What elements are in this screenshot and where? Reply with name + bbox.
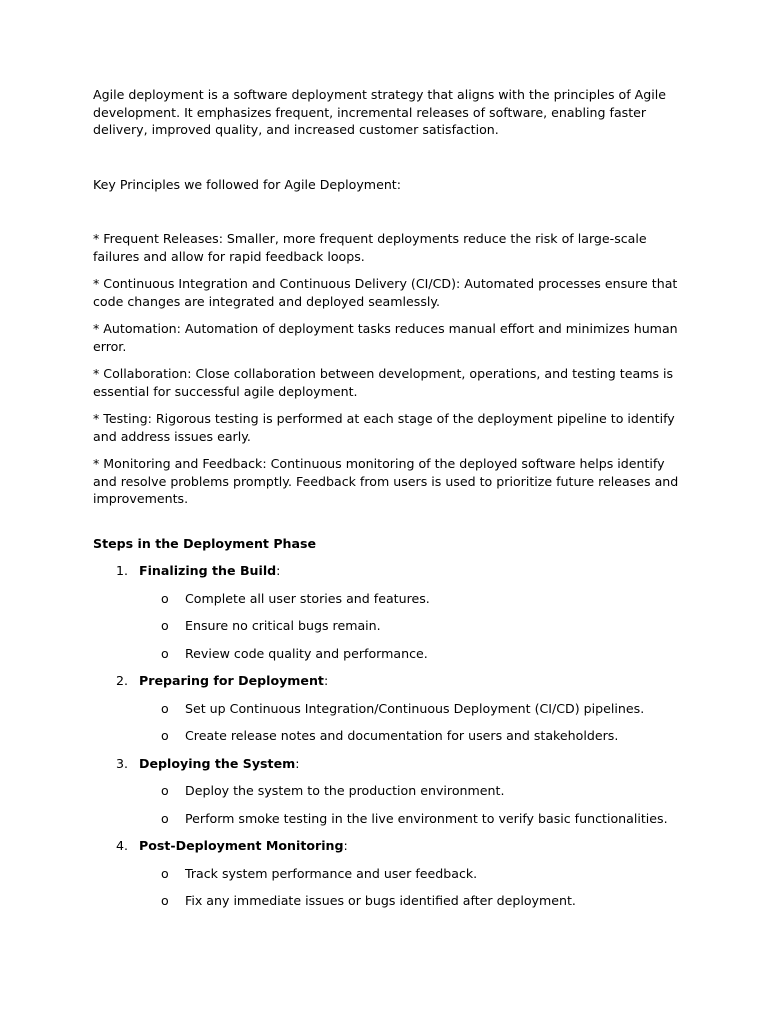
- step-number: 2.: [116, 673, 129, 688]
- substep-text: Set up Continuous Integration/Continuous Deployment (CI/CD) pipelines.: [185, 700, 645, 716]
- bullet-marker: o: [161, 783, 169, 798]
- step-title: Preparing for Deployment: [139, 673, 324, 688]
- step-title-suffix: :: [276, 563, 281, 578]
- substep-item: [139, 645, 683, 663]
- substep-text: Ensure no critical bugs remain.: [185, 618, 381, 633]
- substep-text: Complete all user stories and features.: [185, 590, 430, 606]
- principle-item: * Collaboration: Close collaboration between development, operations, and testing teams is essential for successful agile deployment.: [93, 366, 674, 399]
- substeps-list: [139, 782, 683, 827]
- bullet-marker: o: [161, 618, 169, 633]
- principle-item: * Automation: Automation of deployment tasks reduces manual effort and minimizes human error.: [93, 321, 678, 354]
- substep-text: Track system performance and user feedback.: [185, 865, 478, 881]
- principles-heading: Key Principles we followed for Agile Deployment:: [93, 176, 401, 192]
- substep-text: Deploy the system to the production environment.: [185, 783, 505, 798]
- step-heading: [139, 837, 683, 855]
- document-page: [93, 86, 683, 920]
- step-item: [93, 837, 683, 910]
- step-number: 3.: [116, 755, 129, 771]
- substep-item: [139, 782, 683, 800]
- substeps-list: [139, 590, 683, 663]
- substeps-list: [139, 700, 683, 745]
- step-title: Deploying the System: [139, 755, 296, 771]
- intro-paragraph: Agile deployment is a software deployment strategy that aligns with the principles of Agile development. It emphasizes frequent, incremental releases of software, enabling faster delivery, improved quality, and increased customer satisfaction.: [93, 87, 667, 137]
- step-item: [93, 755, 683, 828]
- substep-item: [139, 865, 683, 883]
- bullet-marker: o: [161, 810, 169, 826]
- bullet-marker: o: [161, 865, 169, 881]
- step-title: Finalizing the Build: [139, 563, 277, 578]
- principle-item: * Testing: Rigorous testing is performed at each stage of the deployment pipeline to identify and address issues early.: [93, 411, 675, 444]
- principle-item: * Monitoring and Feedback: Continuous monitoring of the deployed software helps identify and resolve problems promptly. Feedback from users is used to prioritize future releases and improvements.: [93, 456, 679, 506]
- step-title-suffix: :: [323, 673, 329, 688]
- substeps-list: [139, 865, 683, 910]
- step-number: 1.: [116, 563, 129, 578]
- substep-item: [139, 700, 683, 718]
- bullet-marker: o: [161, 893, 169, 908]
- step-heading: [139, 562, 683, 580]
- substep-text: Fix any immediate issues or bugs identified after deployment.: [185, 893, 576, 908]
- substep-text: Create release notes and documentation for users and stakeholders.: [185, 728, 619, 743]
- substep-item: [139, 617, 683, 635]
- substep-item: [139, 810, 683, 828]
- steps-section-title: Steps in the Deployment Phase: [93, 535, 317, 551]
- bullet-marker: o: [161, 645, 169, 661]
- principle-item: * Frequent Releases: Smaller, more frequent deployments reduce the risk of large-scale failures and allow for rapid feedback loops.: [93, 231, 647, 264]
- step-title: Post-Deployment Monitoring: [139, 838, 344, 853]
- bullet-marker: o: [161, 590, 169, 606]
- substep-text: Review code quality and performance.: [185, 645, 428, 661]
- step-number: 4.: [116, 838, 129, 853]
- step-heading: [139, 755, 683, 773]
- principle-item: * Continuous Integration and Continuous Delivery (CI/CD): Automated processes ensure that code changes are integrated and deployed seamlessly.: [93, 276, 678, 309]
- steps-list: [93, 562, 683, 910]
- substep-item: [139, 590, 683, 608]
- step-title-suffix: :: [343, 838, 348, 853]
- bullet-marker: o: [161, 728, 169, 743]
- substep-item: [139, 727, 683, 745]
- step-heading: [139, 672, 683, 690]
- step-item: [93, 672, 683, 745]
- bullet-marker: o: [161, 700, 169, 716]
- step-item: [93, 562, 683, 662]
- principles-list: [93, 230, 683, 508]
- substep-text: Perform smoke testing in the live environment to verify basic functionalities.: [185, 810, 668, 826]
- substep-item: [139, 892, 683, 910]
- step-title-suffix: :: [295, 755, 300, 771]
